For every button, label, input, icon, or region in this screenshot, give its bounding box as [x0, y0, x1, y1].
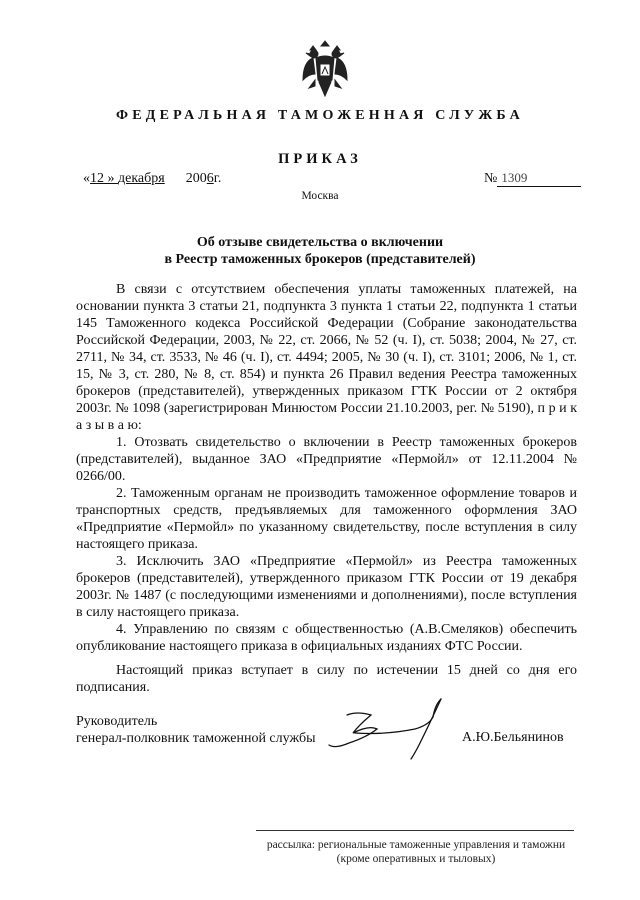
date-day: 12: [90, 171, 104, 186]
distribution-line-2: (кроме оперативных и тыловых): [336, 853, 496, 865]
date-open-quote: «: [83, 171, 90, 186]
date-month: декабря: [118, 171, 165, 186]
item-4-paragraph: 4. Управлению по связям с общественностью (А.В.Смеляков) обеспечить опубликование настоящего приказа в официальных изданиях ФТС России.: [76, 622, 577, 654]
date-separator: »: [104, 171, 118, 186]
signatory-role-line-1: Руководитель: [76, 714, 158, 729]
preamble-paragraph: В связи с отсутствием обеспечения уплаты таможенных платежей, на основании пункта 3 статьи 21, подпункта 3 пункта 1 статьи 22, подпункта 1 статьи 145 Таможенного кодекса Российской Федерации (Собрание законодательства Российской Федерации, 2003, № 22, ст. 2066, № 52 (ч. I), ст. 5038; 2004, № 27, ст. 2711, № 34, ст. 3533, № 46 (ч. I), ст. 4494; 2005, № 30 (ч. I), ст. 3101; 2006, № 1, ст. 15, № 3, ст. 280, № 8, ст. 854) и пункта 26 Правил ведения Реестра таможенных брокеров (представителей), утвержденных приказом ГТК России от 2 октября 2003г. № 1098 (зарегистрирован Минюстом России 21.10.2003, рег. № 5190), п р и к а з ы в а ю:: [76, 282, 577, 433]
subject-line-2: в Реестр таможенных брокеров (представителей): [164, 252, 476, 267]
effect-paragraph: Настоящий приказ вступает в силу по истечении 15 дней со дня его подписания.: [76, 663, 577, 695]
number-line: [497, 172, 581, 187]
order-body: [76, 281, 577, 655]
date-year-suffix: 6: [206, 171, 214, 186]
number-value: 1309: [501, 170, 528, 185]
item-3-paragraph: 3. Исключить ЗАО «Предприятие «Пермойл» из Реестра таможенных брокеров (представителей), утвержденного приказом ГТК России от 19 декабря 2003г. № 1487 (с последующими изменениями и дополнениями), после вступления в силу настоящего приказа.: [76, 554, 577, 620]
order-number: [484, 171, 581, 187]
agency-name: ФЕДЕРАЛЬНАЯ ТАМОЖЕННАЯ СЛУЖБА: [116, 108, 524, 123]
subject-line-1: Об отзыве свидетельства о включении: [196, 235, 444, 250]
date-year-prefix: 200: [185, 171, 207, 186]
distribution-line-1: рассылка: региональные таможенные управления и таможни: [266, 839, 566, 851]
order-date: [83, 171, 221, 187]
signatory-title: [76, 713, 315, 747]
signatory-name: А.Ю.Бельянинов: [462, 730, 564, 745]
order-subject: [0, 234, 640, 268]
signatory-role-line-2: генерал-полковник таможенной службы: [76, 731, 316, 746]
document-title: ПРИКАЗ: [278, 151, 362, 167]
double-headed-eagle-emblem-icon: [301, 40, 349, 98]
distribution-divider: [256, 830, 574, 831]
item-1-paragraph: 1. Отозвать свидетельство о включении в Реестр таможенных брокеров (представителей), выданное ЗАО «Предприятие «Пермойл» от 12.11.2004 № 0266/00.: [76, 435, 577, 484]
distribution-list: [256, 838, 576, 866]
city: Москва: [301, 190, 339, 202]
date-year-suffix-g: г.: [213, 171, 222, 186]
effect-clause: [76, 662, 577, 696]
item-2-paragraph: 2. Таможенным органам не производить таможенное оформление товаров и транспортных средств, предъявляемых для таможенного оформления ЗАО «Предприятие «Пермойл» по указанному свидетельству, после вступления в силу настоящего приказа.: [76, 486, 577, 552]
number-sign: №: [484, 171, 498, 186]
handwritten-signature: [325, 695, 455, 765]
